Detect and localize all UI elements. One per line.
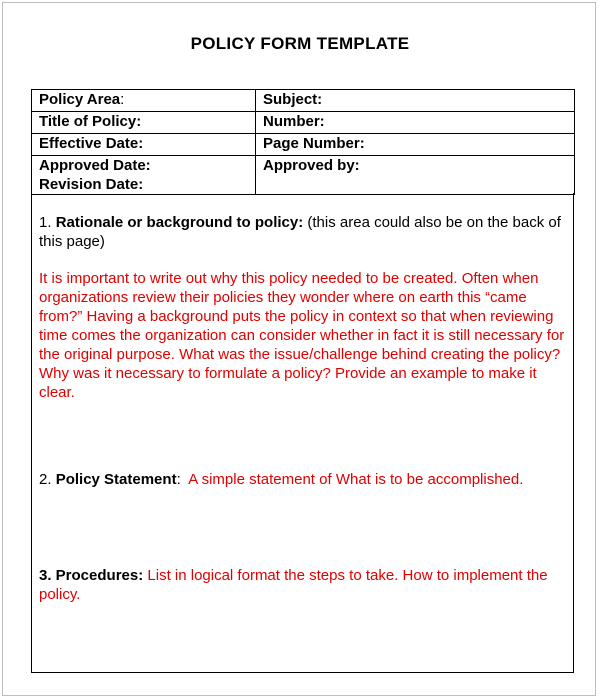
policy-statement-guidance: A simple statement of What is to be accomplished. xyxy=(188,471,524,488)
revision-date-label: Revision Date: xyxy=(39,176,144,193)
number-cell[interactable] xyxy=(256,112,575,134)
header-row-1 xyxy=(32,90,575,112)
policy-header-table xyxy=(31,89,575,195)
subject-cell[interactable] xyxy=(256,90,575,112)
procedures-guidance: List in logical format the steps to take. How to implement the policy. xyxy=(39,567,548,603)
policy-area-label: Policy Area xyxy=(39,91,121,108)
page-number-cell[interactable] xyxy=(256,134,575,156)
section-rationale xyxy=(39,213,569,251)
page-number-label: Page Number: xyxy=(263,135,365,152)
rationale-number: 1. xyxy=(39,214,52,231)
section-policy-statement xyxy=(39,470,569,489)
section-procedures xyxy=(39,566,569,604)
number-label: Number: xyxy=(263,113,325,130)
policy-area-cell[interactable] xyxy=(32,90,256,112)
policy-area-colon: : xyxy=(120,91,125,108)
policy-statement-number: 2. xyxy=(39,471,52,488)
policy-statement-colon: : xyxy=(176,471,181,488)
header-row-2 xyxy=(32,112,575,134)
effective-date-cell[interactable] xyxy=(32,134,256,156)
effective-date-label: Effective Date: xyxy=(39,135,144,152)
procedures-heading: 3. Procedures: xyxy=(39,567,144,584)
title-of-policy-cell[interactable] xyxy=(32,112,256,134)
approved-by-cell[interactable] xyxy=(256,156,575,195)
title-of-policy-label: Title of Policy: xyxy=(39,113,142,130)
header-row-3 xyxy=(32,134,575,156)
approved-date-label: Approved Date: xyxy=(39,157,151,174)
header-row-4 xyxy=(32,156,575,195)
subject-label: Subject: xyxy=(263,91,323,108)
rationale-guidance: It is important to write out why this policy needed to be created. Often when organizations review their policies they wonder where on earth this “came from?” Having a background puts the policy in context so that when reviewing time comes the organization can consider whether in fact it is still necessary for the original purpose. What was the issue/challenge behind creating the policy? Why was it necessary to formulate a policy? Provide an example to make it clear. xyxy=(39,270,565,401)
approved-by-label: Approved by: xyxy=(263,157,360,174)
rationale-note: (this area could also be on the back of this page) xyxy=(39,214,561,250)
policy-statement-heading: Policy Statement xyxy=(55,471,177,488)
rationale-heading: Rationale or background to policy: xyxy=(55,214,304,231)
document-title: POLICY FORM TEMPLATE xyxy=(190,34,410,53)
policy-body xyxy=(31,193,574,673)
approved-revision-date-cell[interactable] xyxy=(32,156,256,195)
